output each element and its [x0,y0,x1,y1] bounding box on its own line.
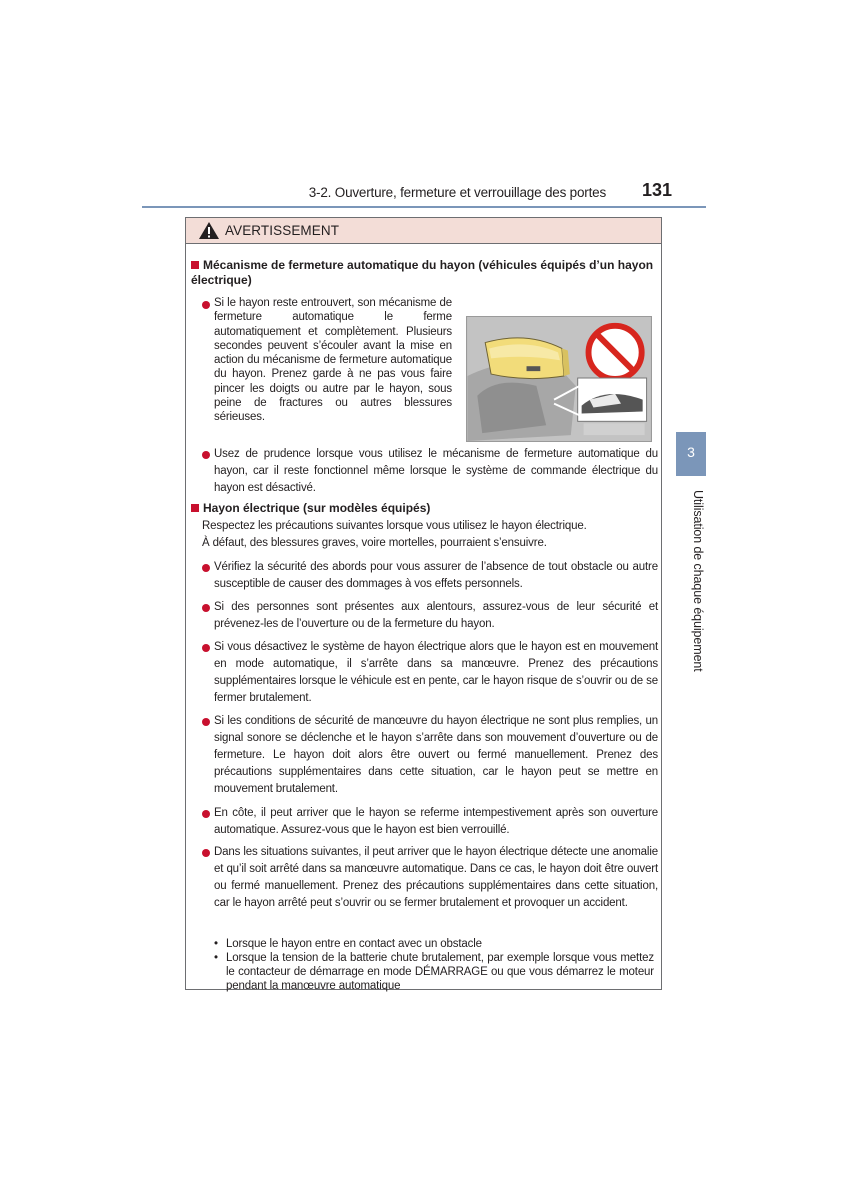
bullet-item [214,805,658,839]
bullet-item [214,844,658,912]
header-divider [142,206,706,208]
running-header-title: 3-2. Ouverture, fermeture et verrouillage des portes [308,185,606,200]
warning-header [186,218,661,244]
bullet-text: Si les conditions de sécurité de manœuvre du hayon électrique ne sont plus remplies, un signal sonore se déclenche et le hayon s’arrête dans son mouvement d’ouverture ou de fermeture. Le hayon doit alors être ouvert ou fermé manuellement. Prenez des précautions supplémentaires dans cette situation, car le hayon peut se mettre en mouvement brutalement. [214,715,658,795]
bullet-item [214,559,658,593]
section-heading [191,258,657,288]
chapter-tab-label: Utilisation de chaque équipement [691,490,705,672]
tailgate-warning-illustration [466,316,652,442]
bullet-item [214,446,658,497]
sub-list-item [214,937,654,951]
bullet-icon [202,301,210,309]
bullet-text: Si des personnes sont présentes aux alentours, assurez-vous de leur sécurité et prévenez-les de l’ouverture ou de la fermeture du hayon. [214,601,658,630]
warning-box [185,217,662,990]
warning-triangle-icon [198,221,220,240]
bullet-icon [202,604,210,612]
warning-heading: AVERTISSEMENT [225,223,340,238]
section-heading [191,501,657,516]
section-marker-icon [191,504,199,512]
bullet-text: Si le hayon reste entrouvert, son mécanisme de fermeture automatique le ferme automatiquement et complètement. Plusieurs secondes peuvent s’écouler avant la mise en action du mécanisme de fermeture automatique du hayon. Prenez garde à ne pas vous faire pincer les doigts ou autre par le hayon, sous peine de fractures ou autres blessures sérieuses. [214,297,452,424]
bullet-icon [202,564,210,572]
bullet-item [214,599,658,633]
sub-bullet-icon: • [214,938,218,950]
intro-line: Respectez les précautions suivantes lorsque vous utilisez le hayon électrique. [202,520,587,532]
intro-line: À défaut, des blessures graves, voire mortelles, pourraient s’ensuivre. [202,537,547,549]
section-title: Hayon électrique (sur modèles équipés) [203,501,431,515]
bullet-text: Si vous désactivez le système de hayon électrique alors que le hayon est en mouvement en mode automatique, il s’arrête dans sa manœuvre. Prenez des précautions supplémentaires lorsque le véhicule est en pente, car le hayon risque de s’ouvrir ou de se fermer brutalement. [214,641,658,704]
page-number: 131 [641,180,672,200]
bullet-icon [202,849,210,857]
bullet-item [214,639,658,707]
bullet-icon [202,810,210,818]
section-title: Mécanisme de fermeture automatique du hayon (véhicules équipés d’un hayon électrique) [191,258,654,287]
bullet-icon [202,644,210,652]
bullet-icon [202,451,210,459]
sub-item-text: Lorsque la tension de la batterie chute brutalement, par exemple lorsque vous mettez le contacteur de démarrage en mode DÉMARRAGE ou que vous démarrez le moteur pendant la manœuvre automatique [226,952,654,992]
bullet-text: Dans les situations suivantes, il peut arriver que le hayon électrique détecte une anomalie et qu’il soit arrêté dans sa manœuvre automatique. Dans ce cas, le hayon doit être ouvert ou fermé manuellement. Prenez des précautions supplémentaires dans cette situation, car le hayon arrêté peut s’ouvrir ou se fermer brutalement et provoquer un accident. [214,846,658,909]
tailgate-pinch-illustration [467,317,651,441]
bullet-icon [202,718,210,726]
bullet-item [214,296,452,425]
chapter-tab[interactable]: 3 [676,432,706,476]
sub-item-text: Lorsque le hayon entre en contact avec un obstacle [226,938,482,950]
section-marker-icon [191,261,199,269]
bullet-text: Usez de prudence lorsque vous utilisez le mécanisme de fermeture automatique du hayon, car il reste fonctionnel même lorsque le système de commande électrique du hayon est désactivé. [214,448,658,494]
bullet-text: En côte, il peut arriver que le hayon se referme intempestivement après son ouverture automatique. Assurez-vous que le hayon est bien verrouillé. [214,807,658,836]
sub-bullet-icon: • [214,952,218,964]
bullet-item [214,713,658,798]
bullet-text: Vérifiez la sécurité des abords pour vous assurer de l’absence de tout obstacle ou autre susceptible de causer des dommages à vos effets personnels. [214,561,658,590]
sub-list-item [214,951,654,993]
